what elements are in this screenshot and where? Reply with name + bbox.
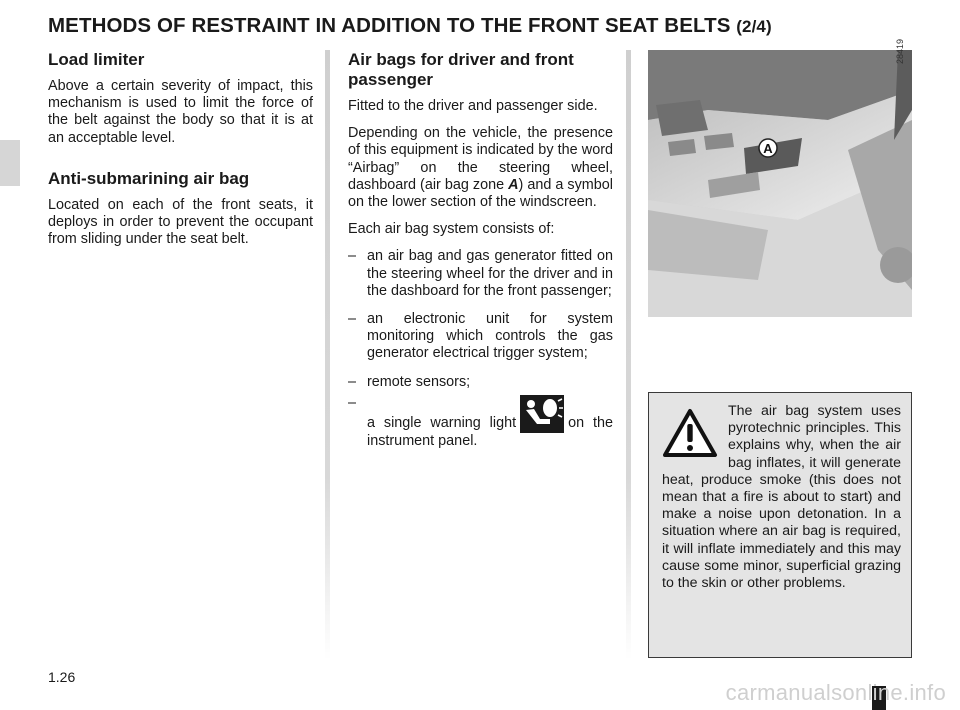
airbags-intro: Fitted to the driver and passenger side. bbox=[348, 98, 598, 114]
anti-submarining-text: Located on each of the front seats, it deploys in order to prevent the occupant from sliding under the seat belt. bbox=[48, 196, 313, 248]
photo-reference-number: 28419 bbox=[895, 38, 905, 64]
list-item-text: an electronic unit for system monitoring which controls the gas generator electrical trigger system; bbox=[367, 311, 613, 362]
list-dash: – bbox=[348, 311, 357, 328]
anti-submarining-heading: Anti-submarining air bag bbox=[48, 168, 250, 188]
zone-a-callout-label: A bbox=[763, 141, 773, 156]
zone-a-label: A bbox=[508, 176, 519, 193]
list-dash: – bbox=[348, 394, 357, 411]
page-pager: (2/4) bbox=[736, 17, 772, 36]
warning-light-text-after: on the instrument panel. bbox=[367, 414, 613, 449]
list-item bbox=[348, 374, 613, 391]
page-title-text: METHODS OF RESTRAINT IN ADDITION TO THE FRONT SEAT BELTS bbox=[48, 14, 731, 37]
components-list bbox=[348, 248, 613, 450]
warning-light-text-before: a single warning light bbox=[367, 414, 517, 431]
load-limiter-text: Above a certain severity of impact, this mechanism is used to limit the force of the belt against the body so that it is at an acceptable level. bbox=[48, 78, 313, 146]
page-number: 1.26 bbox=[48, 669, 76, 685]
list-item bbox=[348, 311, 613, 363]
list-dash: – bbox=[348, 248, 357, 265]
warning-triangle-icon bbox=[662, 407, 718, 459]
watermark: carmanualsonline.info bbox=[725, 680, 946, 705]
airbags-heading: Air bags for driver and front passenger bbox=[348, 50, 574, 89]
airbag-warning-light-icon bbox=[520, 395, 564, 433]
list-item bbox=[348, 395, 613, 450]
dashboard-photo bbox=[648, 50, 912, 317]
list-dash: – bbox=[348, 373, 357, 390]
column-divider-left bbox=[325, 50, 330, 660]
load-limiter-heading: Load limiter bbox=[48, 50, 145, 69]
chapter-tab bbox=[0, 140, 20, 186]
left-column bbox=[48, 50, 313, 258]
list-item bbox=[348, 248, 613, 300]
presence-text-after: ) and a symbol on the lower section of the windscreen. bbox=[348, 176, 613, 211]
middle-column bbox=[348, 50, 613, 461]
warning-box bbox=[648, 392, 912, 658]
column-divider-right bbox=[626, 50, 631, 660]
page-title bbox=[48, 14, 772, 38]
list-item-text: remote sensors; bbox=[367, 373, 471, 390]
airbags-presence-paragraph bbox=[348, 125, 613, 211]
warning-text: The air bag system uses pyrotechnic principles. This explains why, when the air bag inflates, it will generate heat, produce smoke (this does not mean that a fire is about to start) and make a noise upon detonation. In a situation where an air bag is required, it will inflate immediately and this may cause some minor, superficial grazing to the skin or other problems. bbox=[662, 403, 901, 592]
consists-of-text: Each air bag system consists of: bbox=[348, 221, 555, 238]
list-item-text: an air bag and gas generator fitted on the steering wheel for the driver and in the dashboard for the front passenger; bbox=[367, 248, 613, 299]
presence-text-before: Depending on the vehicle, the presence of this equipment is indicated by the word “Airbag” on the steering wheel, dashboard (air bag zone bbox=[348, 125, 613, 193]
